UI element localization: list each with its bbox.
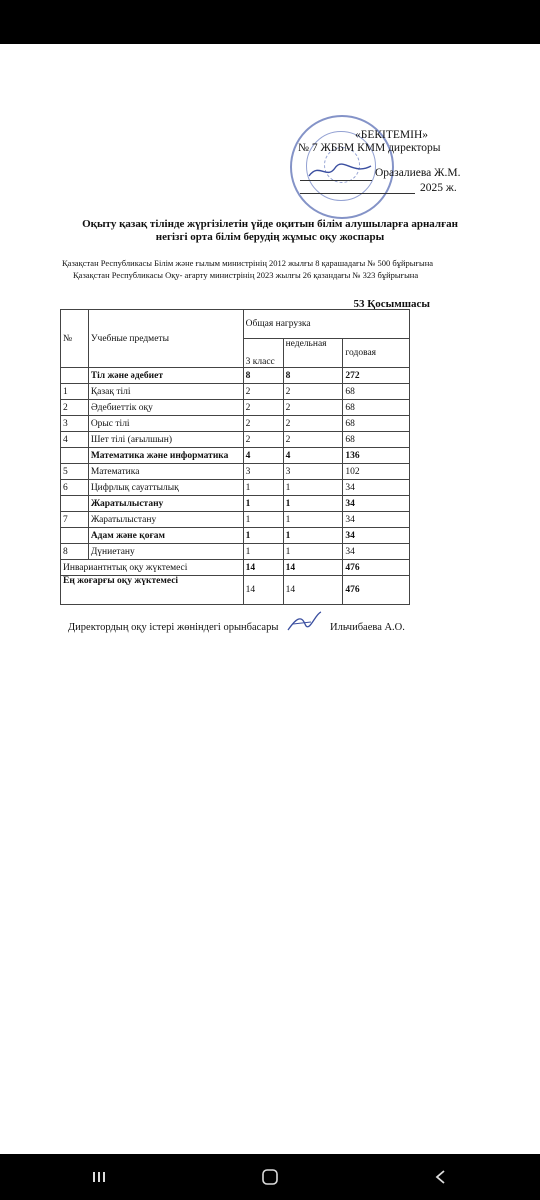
table-row [61, 400, 410, 416]
row-class: 1 [243, 544, 283, 560]
approval-director-name: Оразалиева Ж.М. [375, 167, 461, 179]
row-number: 7 [61, 512, 89, 528]
row-weekly: 1 [283, 512, 343, 528]
row-yearly: 68 [343, 416, 410, 432]
menu-icon[interactable] [90, 1168, 108, 1186]
max-load-label: Ең жоғарғы оқу жүктемесі [61, 576, 244, 605]
table-row [61, 368, 410, 384]
deputy-position: Директордың оқу істері жөніндегі орынбасары [68, 622, 279, 633]
row-class: 1 [243, 480, 283, 496]
row-yearly: 136 [343, 448, 410, 464]
curriculum-table [60, 309, 410, 605]
row-class: 2 [243, 432, 283, 448]
home-icon[interactable] [261, 1168, 279, 1186]
row-class: 4 [243, 448, 283, 464]
document-title-line1: Оқыту қазақ тілінде жүргізілетін үйде оқитын білім алушыларға арналған [82, 218, 458, 230]
table-row [61, 480, 410, 496]
table-row [61, 448, 410, 464]
row-class: 3 [243, 464, 283, 480]
table-row [61, 496, 410, 512]
row-weekly: 3 [283, 464, 343, 480]
row-subject: Математика және информатика [88, 448, 243, 464]
row-subject: Орыс тілі [88, 416, 243, 432]
date-line [300, 193, 415, 194]
row-yearly: 68 [343, 384, 410, 400]
invariant-row [61, 560, 410, 576]
max-load-class: 14 [243, 576, 283, 605]
row-yearly: 34 [343, 496, 410, 512]
row-weekly: 2 [283, 432, 343, 448]
max-load-weekly: 14 [283, 576, 343, 605]
deputy-name: Ильчибаева А.О. [330, 622, 405, 633]
header-total-load: Общая нагрузка [243, 310, 409, 339]
table-row [61, 464, 410, 480]
row-subject: Жаратылыстану [88, 496, 243, 512]
row-weekly: 2 [283, 400, 343, 416]
row-class: 1 [243, 528, 283, 544]
invariant-class: 14 [243, 560, 283, 576]
row-number: 2 [61, 400, 89, 416]
row-subject: Адам және қоғам [88, 528, 243, 544]
row-weekly: 2 [283, 384, 343, 400]
table-row [61, 384, 410, 400]
row-yearly: 34 [343, 512, 410, 528]
row-weekly: 1 [283, 480, 343, 496]
invariant-label: Инвариантнтық оқу жүктемесі [61, 560, 244, 576]
appendix-label: 53 Қосымшасы [353, 298, 430, 310]
row-yearly: 34 [343, 528, 410, 544]
row-subject: Математика [88, 464, 243, 480]
row-class: 1 [243, 496, 283, 512]
row-number [61, 496, 89, 512]
row-number [61, 448, 89, 464]
row-yearly: 272 [343, 368, 410, 384]
director-signature [305, 160, 375, 182]
row-number: 1 [61, 384, 89, 400]
row-class: 1 [243, 512, 283, 528]
table-row [61, 544, 410, 560]
row-weekly: 8 [283, 368, 343, 384]
row-yearly: 68 [343, 400, 410, 416]
table-row [61, 432, 410, 448]
row-yearly: 68 [343, 432, 410, 448]
row-subject: Тіл және әдебиет [88, 368, 243, 384]
status-bar [0, 0, 540, 44]
invariant-weekly: 14 [283, 560, 343, 576]
row-weekly: 4 [283, 448, 343, 464]
table-row [61, 512, 410, 528]
row-class: 8 [243, 368, 283, 384]
table-row [61, 416, 410, 432]
row-class: 2 [243, 400, 283, 416]
row-subject: Шет тілі (ағылшын) [88, 432, 243, 448]
row-number: 5 [61, 464, 89, 480]
row-subject: Жаратылыстану [88, 512, 243, 528]
table-header-row [61, 310, 410, 339]
row-weekly: 1 [283, 528, 343, 544]
row-yearly: 34 [343, 544, 410, 560]
row-weekly: 1 [283, 496, 343, 512]
row-yearly: 34 [343, 480, 410, 496]
table-row [61, 528, 410, 544]
approval-year: 2025 ж. [420, 182, 457, 194]
row-weekly: 1 [283, 544, 343, 560]
row-class: 2 [243, 384, 283, 400]
row-subject: Цифрлық сауаттылық [88, 480, 243, 496]
approval-school: № 7 ЖББМ КММ директоры [298, 142, 441, 154]
header-subjects: Учебные предметы [88, 310, 243, 368]
order-reference-2: Қазақстан Республикасы Оқу- ағарту министрінің 2023 жылғы 26 қазандағы № 323 бұйрығына [73, 270, 419, 280]
order-reference-1: Қазақстан Республикасы Білім және ғылым министрінің 2012 жылғы 8 қарашадағы № 500 бұйрығына [62, 258, 434, 268]
header-weekly: недельная [283, 339, 343, 368]
row-number: 6 [61, 480, 89, 496]
max-load-yearly: 476 [343, 576, 410, 605]
row-subject: Әдебиеттік оқу [88, 400, 243, 416]
header-number: № [61, 310, 89, 368]
row-yearly: 102 [343, 464, 410, 480]
header-class: 3 класс [243, 339, 283, 368]
back-icon[interactable] [432, 1168, 450, 1186]
row-weekly: 2 [283, 416, 343, 432]
document-title-line2: негізгі орта білім берудің жұмыс оқу жоспары [155, 231, 385, 243]
max-load-row [61, 576, 410, 605]
row-number [61, 368, 89, 384]
row-class: 2 [243, 416, 283, 432]
approval-heading: «БЕКІТЕМІН» [355, 129, 429, 141]
invariant-yearly: 476 [343, 560, 410, 576]
signature-line [300, 180, 372, 181]
deputy-signature [285, 610, 325, 634]
row-subject: Дүниетану [88, 544, 243, 560]
row-number [61, 528, 89, 544]
row-number: 8 [61, 544, 89, 560]
row-number: 3 [61, 416, 89, 432]
row-subject: Қазақ тілі [88, 384, 243, 400]
header-yearly: годовая [343, 339, 410, 368]
row-number: 4 [61, 432, 89, 448]
